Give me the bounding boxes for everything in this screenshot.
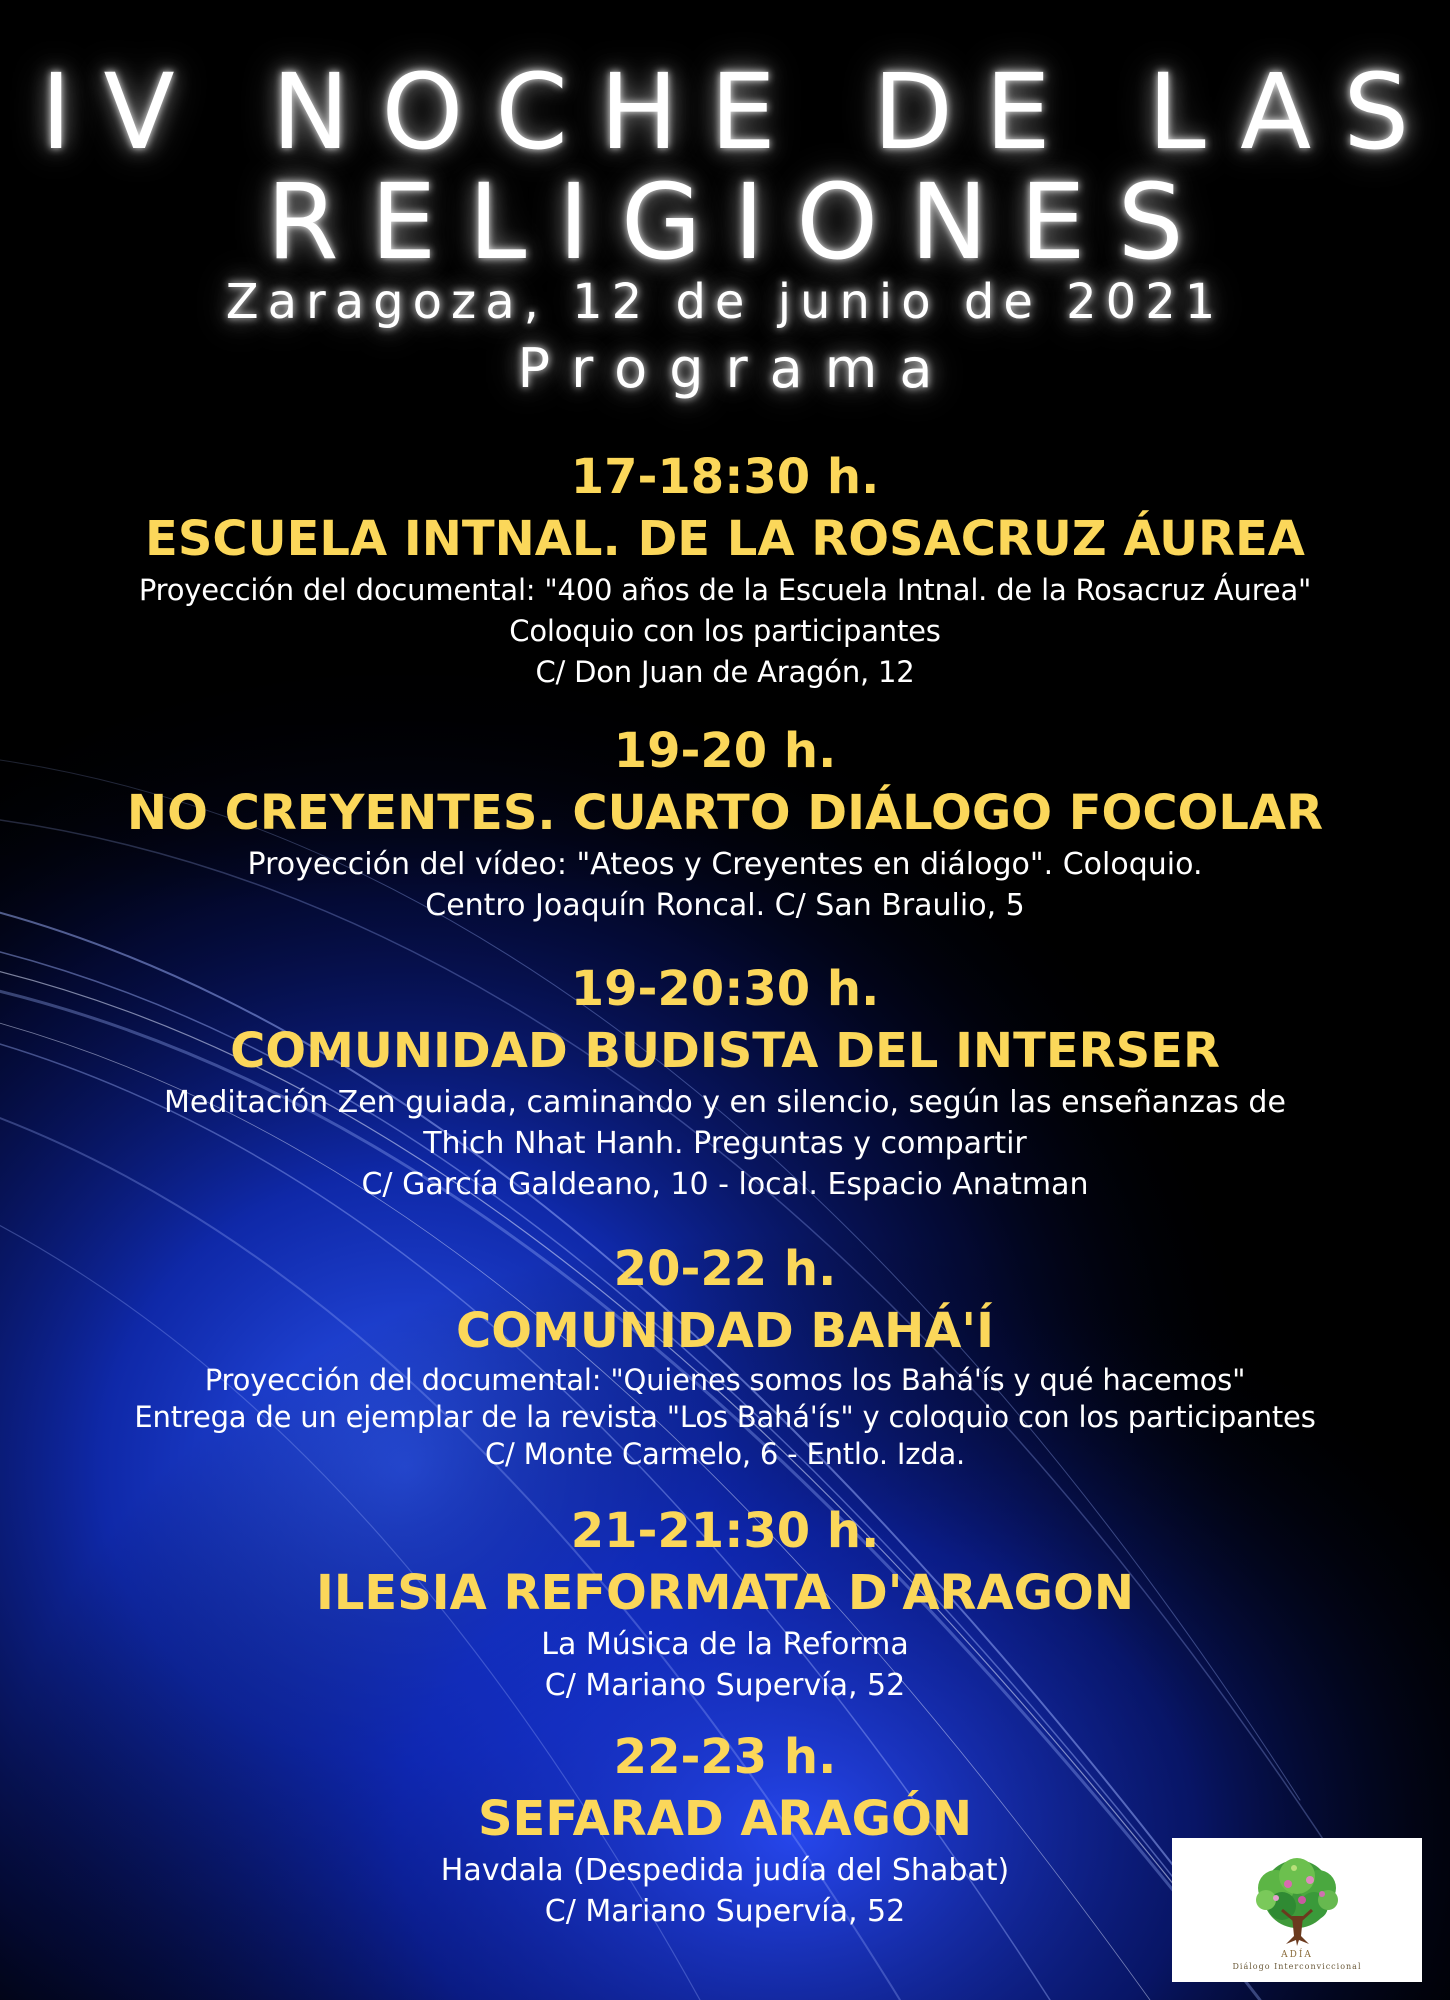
event-description: Havdala (Despedida judía del Shabat) [440,1853,1010,1888]
event-time: 21-21:30 h. [570,1503,880,1559]
event-time: 22-23 h. [613,1729,837,1785]
program-label: Programa [517,337,955,400]
event-block [0,1500,1450,1706]
event-address: C/ Mariano Supervía, 52 [544,1894,906,1929]
event-address: C/ Mariano Supervía, 52 [544,1668,906,1703]
event-time: 20-22 h. [613,1241,837,1297]
title-line-2: RELIGIONES [266,161,1216,283]
event-name: COMUNIDAD BUDISTA DEL INTERSER [230,1023,1220,1079]
event-address: C/ Monte Carmelo, 6 - Entlo. Izda. [484,1437,966,1471]
event-description: La Música de la Reforma [541,1627,909,1662]
event-name: ESCUELA INTNAL. DE LA ROSACRUZ ÁUREA [145,511,1305,567]
title-line-1: IV NOCHE DE LAS [40,51,1442,173]
event-block [0,1238,1450,1473]
event-address: C/ Don Juan de Aragón, 12 [535,655,915,689]
logo-tagline: Diálogo Interconviccional [1232,1962,1362,1971]
event-block [0,958,1450,1205]
event-description: Proyección del documental: "Quienes somos los Bahá'ís y qué hacemos" [204,1363,1246,1397]
subtitle-date: Zaragoza, 12 de junio de 2021 [225,274,1225,330]
event-address: C/ García Galdeano, 10 - local. Espacio Anatman [361,1167,1089,1202]
event-description: Thich Nhat Hanh. Preguntas y compartir [423,1126,1027,1161]
event-name: SEFARAD ARAGÓN [477,1791,973,1847]
event-description: Proyección del documental: "400 años de la Escuela Intnal. de la Rosacruz Áurea" [138,573,1312,607]
logo-name: ADÍA [1281,1950,1313,1960]
event-block [0,720,1450,926]
event-name: NO CREYENTES. CUARTO DIÁLOGO FOCOLAR [126,785,1324,841]
event-description: Proyección del vídeo: "Ateos y Creyentes en diálogo". Coloquio. [247,847,1203,882]
event-time: 19-20 h. [613,723,837,779]
event-name: ILESIA REFORMATA D'ARAGON [315,1565,1135,1621]
adia-logo [1172,1838,1422,1982]
event-time: 19-20:30 h. [570,961,880,1017]
event-address: Centro Joaquín Roncal. C/ San Braulio, 5 [425,888,1025,923]
event-description: Meditación Zen guiada, caminando y en silencio, según las enseñanzas de [164,1085,1286,1120]
tree-icon [1236,1854,1358,1954]
event-name: COMUNIDAD BAHÁ'Í [456,1303,994,1359]
event-time: 17-18:30 h. [570,449,880,505]
event-block [0,446,1450,693]
event-description: Coloquio con los participantes [509,614,941,648]
event-description: Entrega de un ejemplar de la revista "Los Bahá'ís" y coloquio con los participantes [134,1400,1316,1434]
